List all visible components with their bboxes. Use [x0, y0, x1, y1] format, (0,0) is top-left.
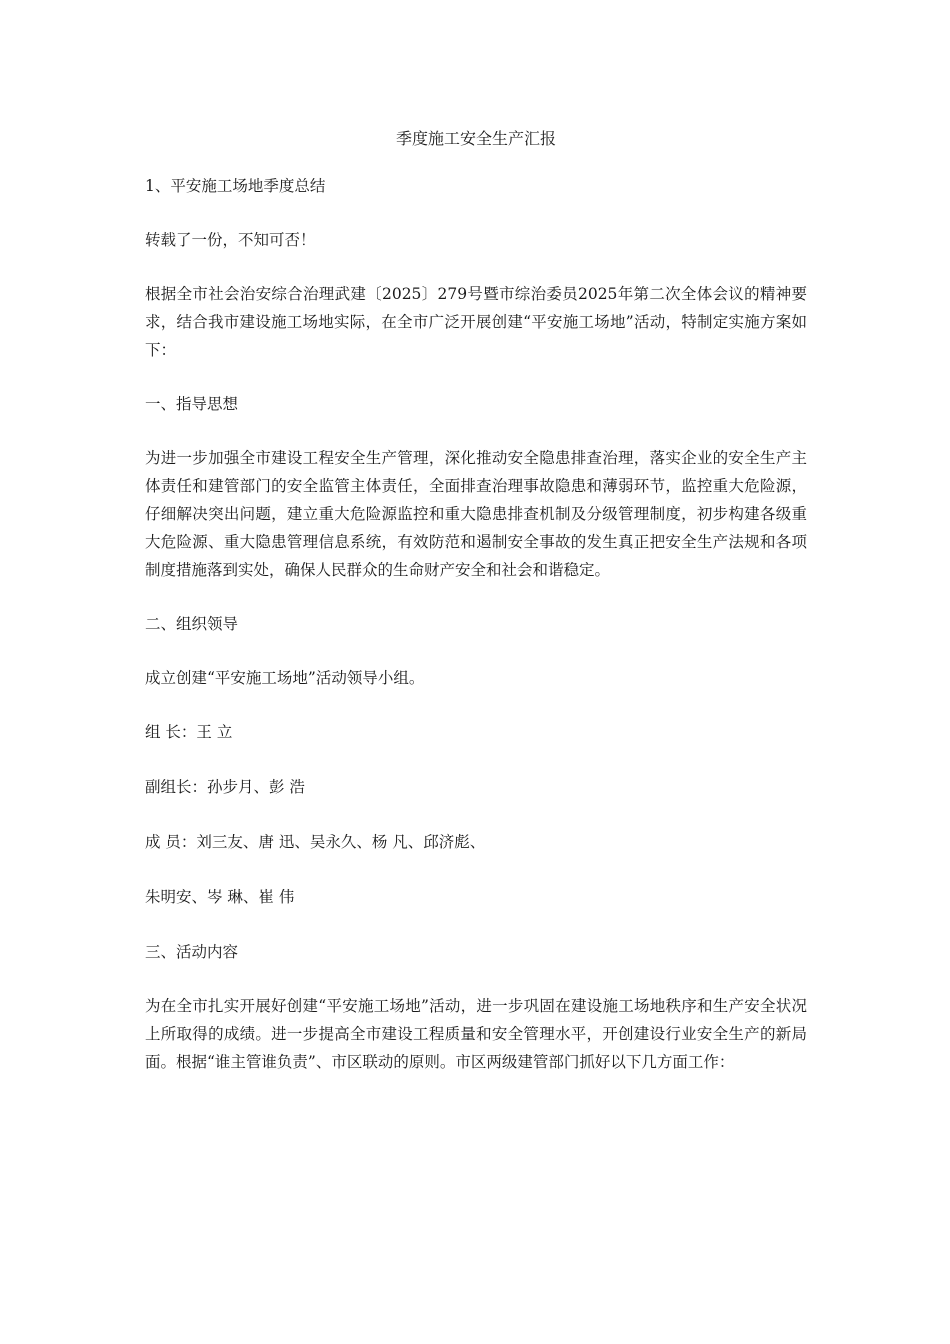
section-heading: 一、指导思想	[145, 395, 239, 413]
paragraph: 根据全市社会治安综合治理武建〔2025〕279号暨市综治委员2025年第二次全体会议的精神要求，结合我市建设施工场地实际，在全市广泛开展创建“平安施工场地”活动，特制定实施方案如下：	[145, 285, 807, 359]
section-heading: 1、平安施工场地季度总结	[145, 177, 326, 195]
document-title: 季度施工安全生产汇报	[395, 129, 556, 148]
paragraph: 成立创建“平安施工场地”活动领导小组。	[145, 669, 425, 687]
paragraph: 副组长：孙步月、彭 浩	[145, 778, 305, 796]
paragraph: 为进一步加强全市建设工程安全生产管理，深化推动安全隐患排查治理，落实企业的安全生产主体责任和建管部门的安全监管主体责任，全面排查治理事故隐患和薄弱环节，监控重大危险源，仔细解决突出问题，建立重大危险源监控和重大隐患排查机制及分级管理制度，初步构建各级重大危险源、重大隐患管理信息系统，有效防范和遏制安全事故的发生真正把安全生产法规和各项制度措施落到实处，确保人民群众的生命财产安全和社会和谐稳定。	[145, 449, 807, 579]
document-body	[145, 126, 807, 1102]
section-heading: 三、活动内容	[145, 943, 239, 961]
paragraph: 成 员：刘三友、唐 迅、吴永久、杨 凡、邱济彪、	[145, 833, 486, 851]
paragraph: 转载了一份，不知可否！	[145, 231, 316, 249]
paragraph: 朱明安、岑 琳、崔 伟	[145, 888, 295, 906]
paragraph: 组 长：王 立	[145, 723, 233, 741]
section-heading: 二、组织领导	[145, 615, 239, 633]
paragraph: 为在全市扎实开展好创建“平安施工场地”活动，进一步巩固在建设施工场地秩序和生产安全状况上所取得的成绩。进一步提高全市建设工程质量和安全管理水平，开创建设行业安全生产的新局面。根据“谁主管谁负责”、市区联动的原则。市区两级建管部门抓好以下几方面工作：	[145, 997, 807, 1071]
